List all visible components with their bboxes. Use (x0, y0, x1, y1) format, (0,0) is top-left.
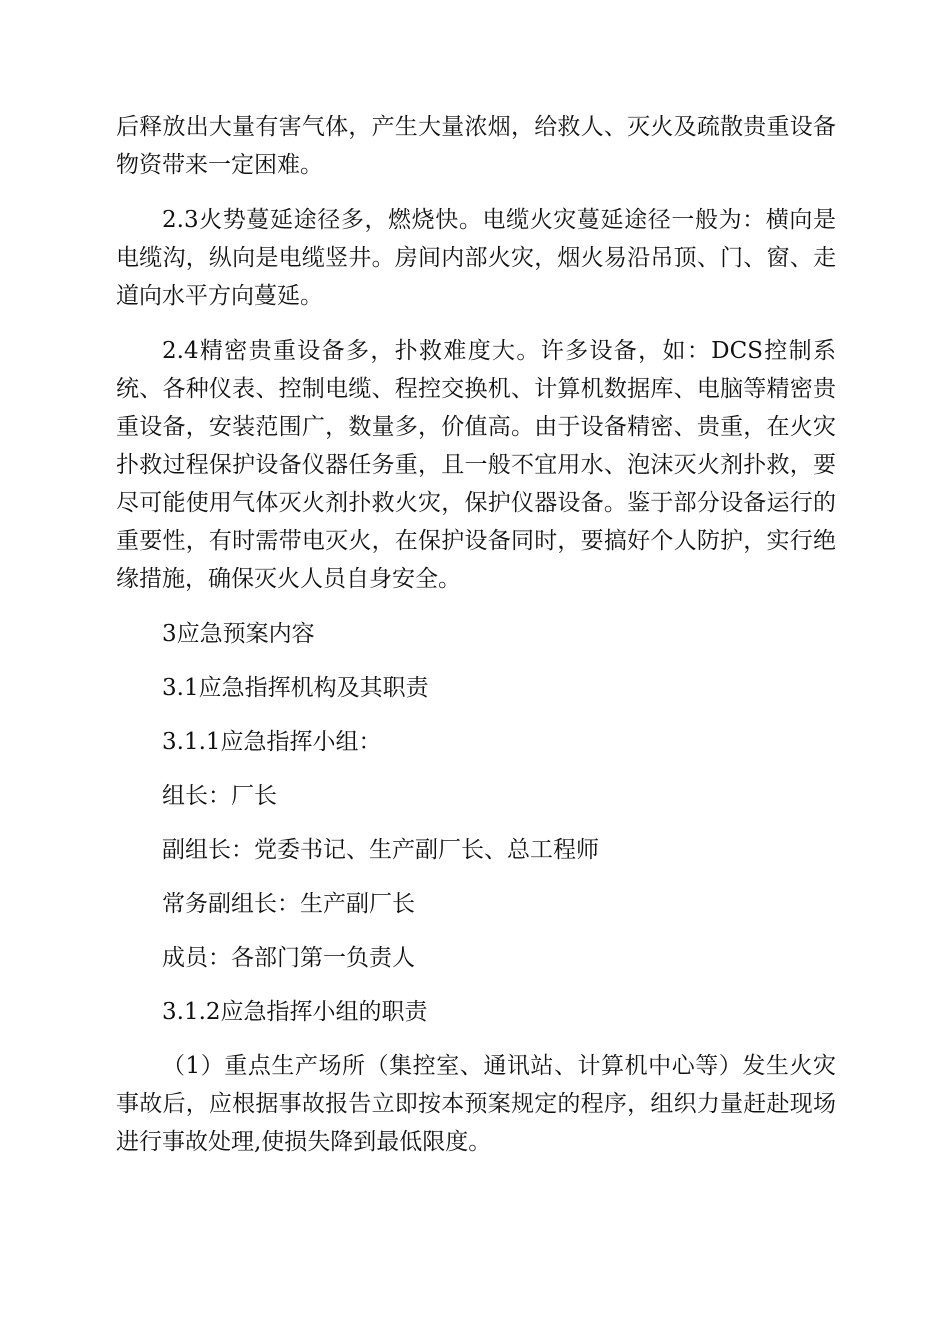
leader-line: 组长：厂长 (162, 783, 277, 809)
heading-section-3-1-1: 3.1.1应急指挥小组： (162, 729, 382, 755)
document-body (116, 108, 836, 1178)
duty-item-1: （1）重点生产场所（集控室、通讯站、计算机中心等）发生火灾事故后，应根据事故报告立即按本预案规定的程序，组织力量赶赴现场进行事故处理,使损失降到最低限度。 (116, 1053, 836, 1155)
paragraph-continued: 后释放出大量有害气体，产生大量浓烟，给救人、灭火及疏散贵重设备物资带来一定困难。 (116, 114, 836, 178)
heading-section-3-1-2: 3.1.2应急指挥小组的职责 (162, 999, 428, 1025)
heading-section-3: 3应急预案内容 (162, 621, 315, 647)
executive-deputy-line: 常务副组长：生产副厂长 (162, 891, 415, 917)
members-line: 成员：各部门第一负责人 (162, 945, 415, 971)
heading-section-3-1: 3.1应急指挥机构及其职责 (162, 675, 429, 701)
paragraph-2-3: 2.3火势蔓延途径多，燃烧快。电缆火灾蔓延途径一般为：横向是电缆沟，纵向是电缆竖井。房间内部火灾，烟火易沿吊顶、门、窗、走道向水平方向蔓延。 (116, 207, 836, 309)
deputy-leader-line: 副组长：党委书记、生产副厂长、总工程师 (162, 837, 599, 863)
paragraph-2-4: 2.4精密贵重设备多，扑救难度大。许多设备，如：DCS控制系统、各种仪表、控制电缆、程控交换机、计算机数据库、电脑等精密贵重设备，安装范围广，数量多，价值高。由于设备精密、贵重，在火灾扑救过程保护设备仪器任务重，且一般不宜用水、泡沫灭火剂扑救，要尽可能使用气体灭火剂扑救火灾，保护仪器设备。鉴于部分设备运行的重要性，有时需带电灭火，在保护设备同时，要搞好个人防护，实行绝缘措施，确保灭火人员自身安全。 (116, 338, 836, 592)
